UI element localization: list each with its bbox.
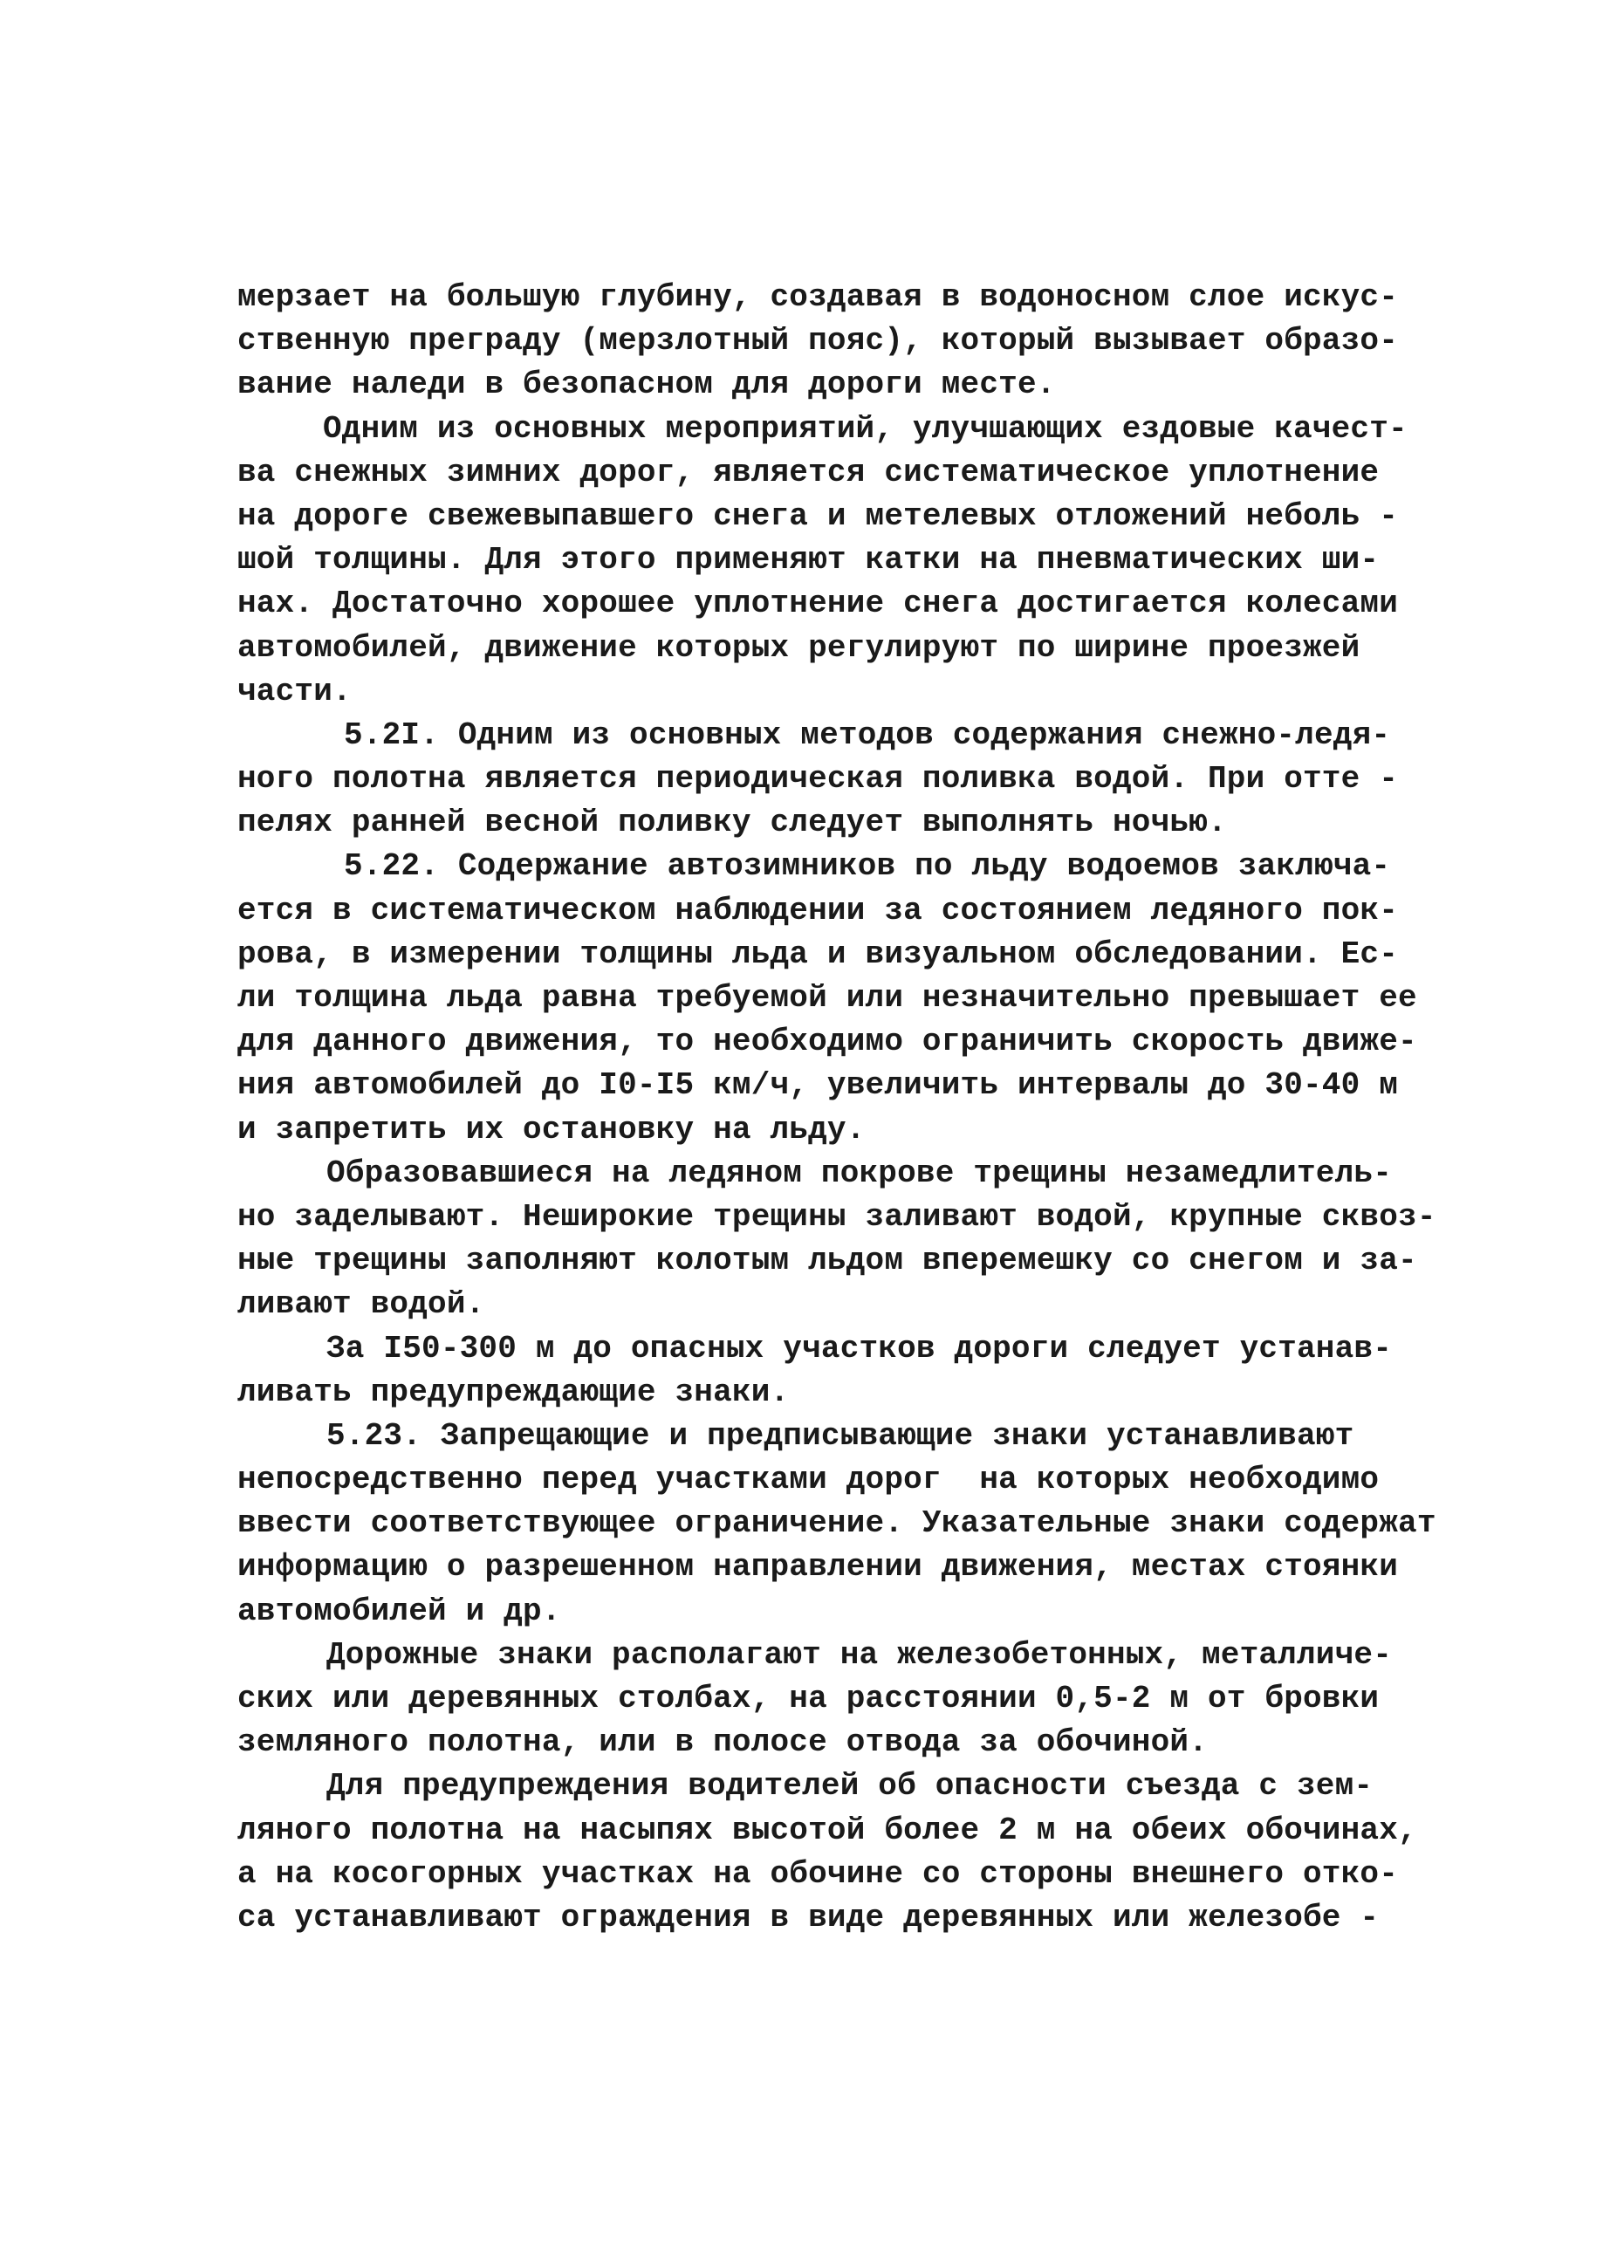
text-line: информацию о разрешенном направлении движения, местах стоянки (237, 1549, 1399, 1586)
text-line: непосредственно перед участками дорог на которых необходимо (237, 1462, 1380, 1498)
text-line: части. (237, 673, 352, 709)
text-line: и запретить их остановку на льду. (237, 1111, 866, 1148)
text-line: на дороге свежевыпавшего снега и метелевых отложений неболь - (237, 497, 1399, 534)
section-line: 5.23. Запрещающие и предписывающие знаки устанавливают (326, 1417, 1354, 1454)
text-line: вание наледи в безопасном для дороги месте. (237, 367, 1056, 403)
text-line: для данного движения, то необходимо ограничить скорость движе- (237, 1024, 1417, 1060)
text-line: а на косогорных участках на обочине со стороны внешнего отко- (237, 1855, 1399, 1892)
text-line: пелях ранней весной поливку следует выполнять ночью. (237, 805, 1227, 841)
text-line: ли толщина льда равна требуемой или незначительно превышает ее (237, 980, 1417, 1016)
text-line: ввести соответствующее ограничение. Указательные знаки содержат (237, 1505, 1436, 1542)
text-line: ских или деревянных столбах, на расстоянии 0,5-2 м от бровки (237, 1681, 1380, 1716)
text-line: ственную преграду (мерзлотный пояс), который вызывает образо- (237, 323, 1399, 360)
text-line: ляного полотна на насыпях высотой более 2 м на обеих обочинах, (237, 1812, 1417, 1848)
section-line: 5.22. Содержание автозимников по льду водоемов заключа- (344, 848, 1391, 885)
text-line: Для предупреждения водителей об опасности съезда с зем- (326, 1768, 1374, 1805)
text-line: ния автомобилей до I0-I5 км/ч, увеличить интервалы до 30-40 м (237, 1067, 1399, 1104)
text-line: Дорожные знаки располагают на железобетонных, металличе- (326, 1636, 1392, 1673)
text-line: ва снежных зимних дорог, является систематическое уплотнение (237, 454, 1380, 490)
text-line: шой толщины. Для этого применяют катки на пневматических ши- (237, 542, 1380, 579)
text-line: автомобилей и др. (237, 1593, 561, 1629)
text-line: ливать предупреждающие знаки. (237, 1374, 790, 1410)
text-line: ного полотна является периодическая поливка водой. При отте - (237, 761, 1399, 798)
text-line: нах. Достаточно хорошее уплотнение снега достигается колесами (237, 586, 1399, 622)
text-line: Образовавшиеся на ледяном покрове трещины незамедлитель- (326, 1155, 1392, 1191)
text-line: ливают водой. (237, 1286, 485, 1323)
text-line: мерзает на большую глубину, создавая в водоносном слое искус- (237, 279, 1399, 315)
text-line: ется в систематическом наблюдении за состоянием ледяного пок- (237, 892, 1399, 928)
text-line: но заделывают. Неширокие трещины заливают водой, крупные сквоз- (237, 1198, 1436, 1235)
text-line: За I50-300 м до опасных участков дороги следует устанав- (326, 1330, 1392, 1367)
text-line: земляного полотна, или в полосе отвода за обочиной. (237, 1724, 1208, 1761)
text-line: са устанавливают ограждения в виде деревянных или железобе - (237, 1899, 1380, 1936)
text-line: автомобилей, движение которых регулируют по ширине проезжей (237, 629, 1360, 666)
text-line: рова, в измерении толщины льда и визуальном обследовании. Ес- (237, 935, 1399, 972)
text-line: ные трещины заполняют колотым льдом вперемешку со снегом и за- (237, 1243, 1417, 1279)
text-line: Одним из основных мероприятий, улучшающих ездовые качест- (323, 410, 1408, 447)
section-line: 5.2I. Одним из основных методов содержания снежно-ледя- (344, 716, 1391, 753)
body-text (237, 276, 1436, 1940)
